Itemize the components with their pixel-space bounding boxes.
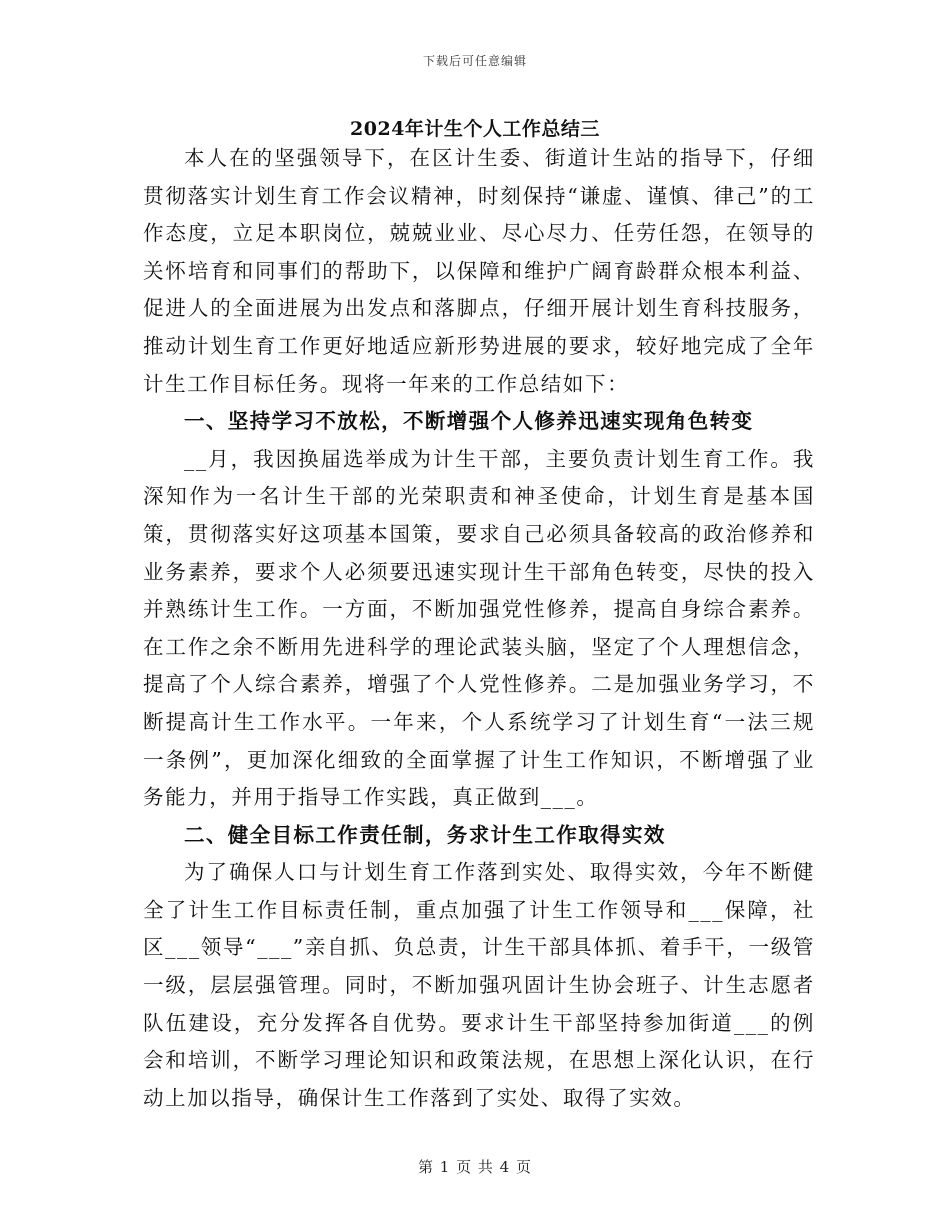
page-header-note: 下载后可任意编辑	[422, 54, 527, 68]
section-1-paragraph: __月，我因换届选举成为计生干部，主要负责计划生育工作。我深知作为一名计生干部的光荣职责和神圣使命，计划生育是基本国策，贯彻落实好这项基本国策，要求自己必须具备较高的政治修养和业务素养，要求个人必须要迅速实现计生干部角色转变，尽快的投入并熟练计生工作。一方面，不断加强党性修养，提高自身综合素养。在工作之余不断用先进科学的理论武装头脑，坚定了个人理想信念，提高了个人综合素养，增强了个人党性修养。二是加强业务学习，不断提高计生工作水平。一年来，个人系统学习了计划生育“一法三规一条例”，更加深化细致的全面掌握了计生工作知识，不断增强了业务能力，并用于指导工作实践，真正做到___。	[143, 446, 815, 810]
page-number: 第 1 页 共 4 页	[418, 1158, 532, 1176]
section-heading-2: 二、健全目标工作责任制，务求计生工作取得实效	[184, 822, 666, 847]
document-title: 2024年计生个人工作总结三	[350, 118, 600, 140]
section-2-paragraph: 为了确保人口与计划生育工作落到实处、取得实效，今年不断健全了计生工作目标责任制，重点加强了计生工作领导和___保障，社区___领导“___”亲自抓、负总责，计生干部具体抓、着手干，一级管一级，层层强管理。同时，不断加强巩固计生协会班子、计生志愿者队伍建设，充分发挥各自优势。要求计生干部坚持参加街道___的例会和培训，不断学习理论知识和政策法规，在思想上深化认识，在行动上加以指导，确保计生工作落到了实处、取得了实效。	[143, 860, 815, 1110]
intro-paragraph: 本人在的坚强领导下，在区计生委、街道计生站的指导下，仔细贯彻落实计划生育工作会议精神，时刻保持“谦虚、谨慎、律己”的工作态度，立足本职岗位，兢兢业业、尽心尽力、任劳任怨，在领导的关怀培育和同事们的帮助下，以保障和维护广阔育龄群众根本利益、促进人的全面进展为出发点和落脚点，仔细开展计划生育科技服务，推动计划生育工作更好地适应新形势进展的要求，较好地完成了全年计生工作目标任务。现将一年来的工作总结如下：	[143, 146, 815, 396]
document-body	[143, 140, 815, 1117]
section-heading-1: 一、坚持学习不放松，不断增强个人修养迅速实现角色转变	[184, 409, 754, 434]
